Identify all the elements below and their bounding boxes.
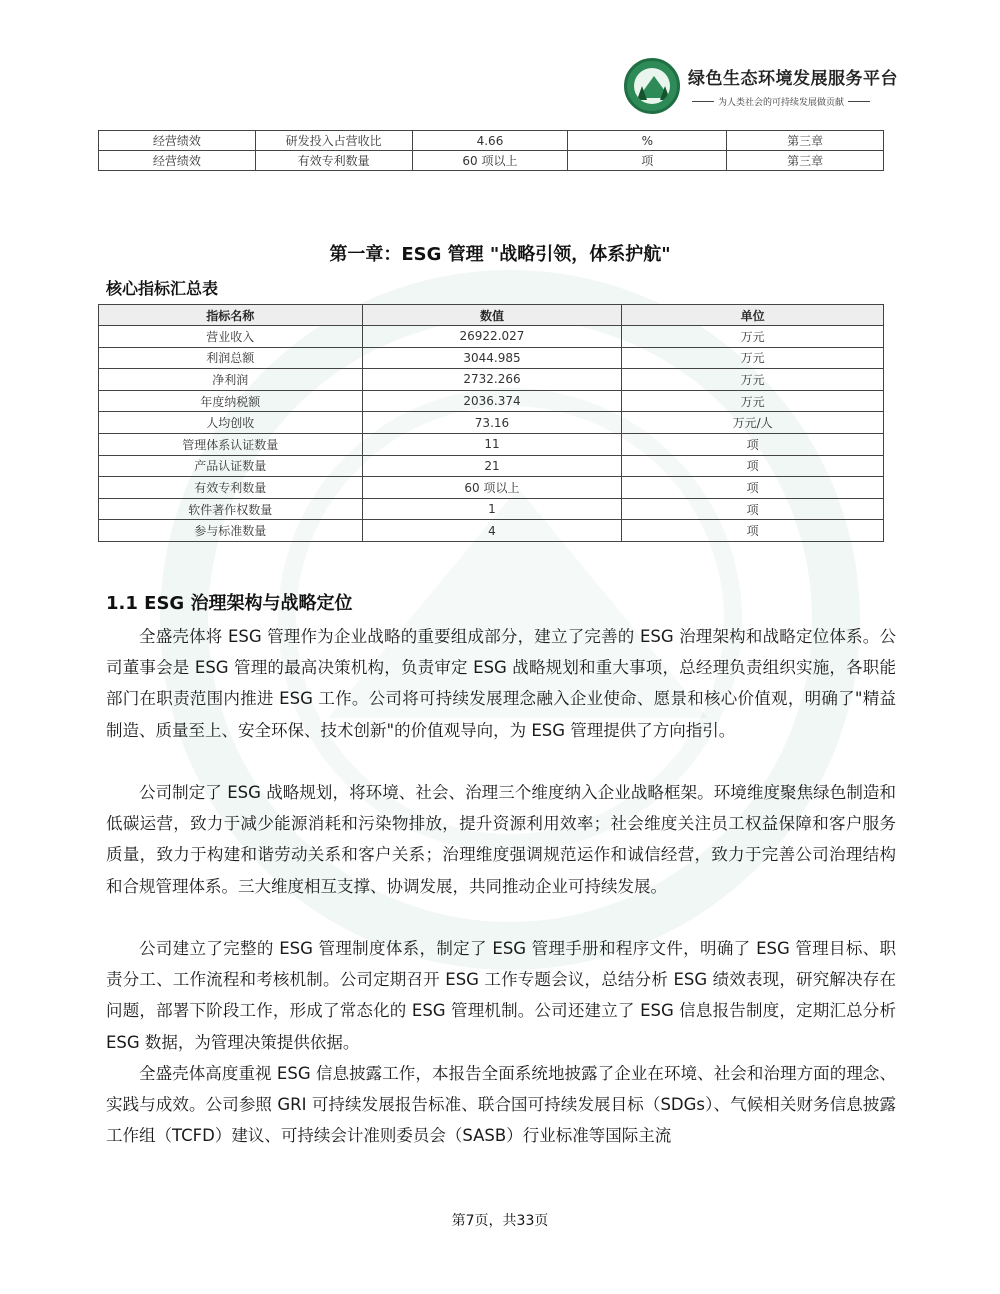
table-row [99, 412, 884, 434]
value-cell: 60 项以上 [362, 477, 622, 499]
indicator-name-cell: 参与标准数量 [99, 520, 363, 542]
table-row [99, 151, 884, 171]
table-row [99, 369, 884, 391]
chapter-cell: 第三章 [727, 131, 884, 151]
unit-cell: 项 [622, 477, 884, 499]
unit-cell: 万元 [622, 369, 884, 391]
value-cell: 1 [362, 498, 622, 520]
value-cell: 3044.985 [362, 347, 622, 369]
header-value: 数值 [362, 305, 622, 326]
indicator-name-cell: 人均创收 [99, 412, 363, 434]
indicator-name-cell: 营业收入 [99, 326, 363, 348]
table-row [99, 326, 884, 348]
header-unit: 单位 [622, 305, 884, 326]
value-cell: 60 项以上 [412, 151, 568, 171]
unit-cell: 项 [622, 433, 884, 455]
value-cell: 4 [362, 520, 622, 542]
table-caption: 核心指标汇总表 [106, 279, 219, 298]
top-indicator-table [98, 130, 884, 171]
value-cell: 21 [362, 455, 622, 477]
indicator-name-cell: 有效专利数量 [99, 477, 363, 499]
value-cell: 4.66 [412, 131, 568, 151]
page-number: 第7页，共33页 [451, 1213, 549, 1229]
value-cell: 2732.266 [362, 369, 622, 391]
indicator-name-cell: 利润总额 [99, 347, 363, 369]
indicator-name-cell: 管理体系认证数量 [99, 433, 363, 455]
paragraph: 全盛壳体高度重视 ESG 信息披露工作，本报告全面系统地披露了企业在环境、社会和治理方面的理念、实践与成效。公司参照 GRI 可持续发展报告标准、联合国可持续发展目标（SDGs）、气候相关财务信息披露工作组（TCFD）建议、可持续会计准则委员会（SASB）行业标准等国际主流 [106, 1064, 896, 1146]
unit-cell: 万元 [622, 347, 884, 369]
section-title: 1.1 ESG 治理架构与战略定位 [106, 593, 353, 614]
unit-cell: 项 [622, 455, 884, 477]
table-row [99, 455, 884, 477]
paragraph: 公司制定了 ESG 战略规划，将环境、社会、治理三个维度纳入企业战略框架。环境维度聚焦绿色制造和低碳运营，致力于减少能源消耗和污染物排放，提升资源利用效率；社会维度关注员工权益保障和客户服务质量，致力于构建和谐劳动关系和客户关系；治理维度强调规范运作和诚信经营，致力于完善公司治理结构和合规管理体系。三大维度相互支撑、协调发展，共同推动企业可持续发展。 [106, 783, 896, 896]
chapter-cell: 第三章 [727, 151, 884, 171]
table-row [99, 131, 884, 151]
brand-header [624, 58, 898, 114]
unit-cell: 万元 [622, 390, 884, 412]
eco-logo-icon [624, 58, 680, 114]
slogan-divider [848, 101, 870, 102]
unit-cell: 万元 [622, 326, 884, 348]
indicator-name-cell: 软件著作权数量 [99, 498, 363, 520]
brand-slogan: 为人类社会的可持续发展做贡献 [718, 98, 845, 108]
paragraph: 全盛壳体将 ESG 管理作为企业战略的重要组成部分，建立了完善的 ESG 治理架构和战略定位体系。公司董事会是 ESG 管理的最高决策机构，负责审定 ESG 战略规划和重大事项，总经理负责组织实施，各职能部门在职责范围内推进 ESG 工作。公司将可持续发展理念融入企业使命、愿景和核心价值观，明确了"精益制造、质量至上、安全环保、技术创新"的价值观导向，为 ESG 管理提供了方向指引。 [106, 627, 896, 740]
table-row [99, 520, 884, 542]
unit-cell: 项 [568, 151, 727, 171]
brand-slogan-row [688, 95, 898, 108]
table-row [99, 347, 884, 369]
table-row [99, 433, 884, 455]
paragraph: 公司建立了完整的 ESG 管理制度体系，制定了 ESG 管理手册和程序文件，明确了 ESG 管理目标、职责分工、工作流程和考核机制。公司定期召开 ESG 工作专题会议，总结分析 ESG 绩效表现，研究解决存在问题，部署下阶段工作，形成了常态化的 ESG 管理机制。公司还建立了 ESG 信息报告制度，定期汇总分析 ESG 数据，为管理决策提供依据。 [106, 939, 896, 1052]
brand-title: 绿色生态环境发展服务平台 [688, 69, 898, 89]
indicator-name-cell: 产品认证数量 [99, 455, 363, 477]
core-indicator-table [98, 304, 884, 542]
header-indicator-name: 指标名称 [99, 305, 363, 326]
chapter-title: 第一章：ESG 管理 "战略引领，体系护航" [329, 244, 671, 265]
value-cell: 73.16 [362, 412, 622, 434]
indicator-cell: 有效专利数量 [255, 151, 412, 171]
value-cell: 11 [362, 433, 622, 455]
unit-cell: 项 [622, 520, 884, 542]
category-cell: 经营绩效 [99, 131, 256, 151]
table-row [99, 498, 884, 520]
unit-cell: 项 [622, 498, 884, 520]
unit-cell: % [568, 131, 727, 151]
unit-cell: 万元/人 [622, 412, 884, 434]
table-row [99, 390, 884, 412]
table-row [99, 477, 884, 499]
category-cell: 经营绩效 [99, 151, 256, 171]
indicator-name-cell: 净利润 [99, 369, 363, 391]
value-cell: 26922.027 [362, 326, 622, 348]
value-cell: 2036.374 [362, 390, 622, 412]
slogan-divider [692, 101, 714, 102]
table-header-row [99, 305, 884, 326]
indicator-cell: 研发投入占营收比 [255, 131, 412, 151]
indicator-name-cell: 年度纳税额 [99, 390, 363, 412]
